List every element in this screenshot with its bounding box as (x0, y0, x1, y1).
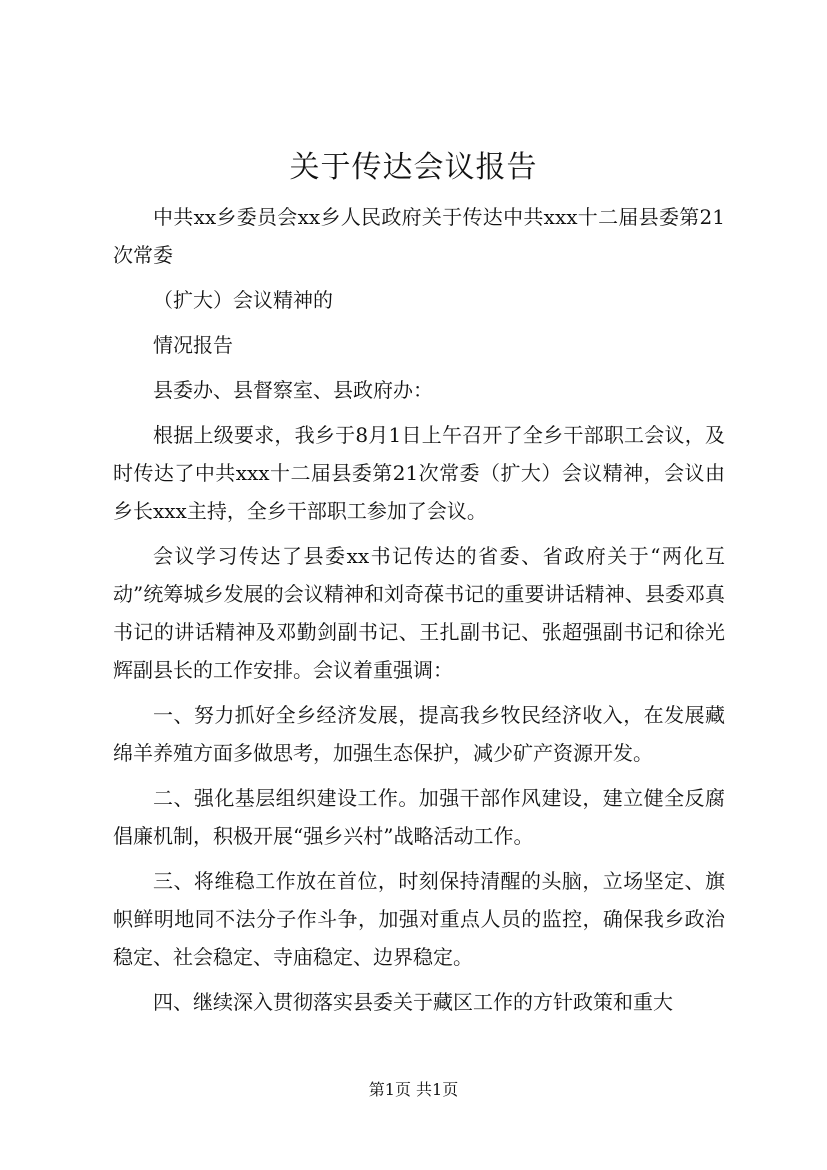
paragraph-heading-line-3: 情况报告 (153, 333, 233, 357)
paragraph-meeting-content: 会议学习传达了县委xx书记传达的省委、省政府关于“两化互动”统筹城乡发展的会议精神和刘奇葆书记的重要讲话精神、县委邓真书记的讲话精神及邓勤剑副书记、王扎副书记、张超强副书记和徐光辉副县长的工作安排。会议着重强调： (113, 544, 725, 682)
paragraph-point-1: 一、努力抓好全乡经济发展，提高我乡牧民经济收入，在发展藏绵羊养殖方面多做思考，加强生态保护，减少矿产资源开发。 (113, 703, 725, 765)
page-footer: 第1页 共1页 (368, 1080, 459, 1099)
paragraph-recipients: 县委办、县督察室、县政府办： (153, 378, 433, 402)
paragraph-point-4: 四、继续深入贯彻落实县委关于藏区工作的方针政策和重大 (153, 990, 673, 1014)
paragraph-meeting-summary: 根据上级要求，我乡于8月1日上午召开了全乡干部职工会议，及时传达了中共xxx十二届县委第21次常委（扩大）会议精神，会议由乡长xxx主持，全乡干部职工参加了会议。 (113, 423, 725, 523)
paragraph-heading-line-2: （扩大）会议精神的 (153, 288, 333, 312)
paragraph-point-3: 三、将维稳工作放在首位，时刻保持清醒的头脑，立场坚定、旗帜鲜明地同不法分子作斗争，加强对重点人员的监控，确保我乡政治稳定、社会稳定、寺庙稳定、边界稳定。 (113, 869, 725, 969)
paragraph-heading-line-1: 中共xx乡委员会xx乡人民政府关于传达中共xxx十二届县委第21次常委 (113, 205, 725, 267)
document-body (113, 198, 725, 1028)
document-title: 关于传达会议报告 (289, 150, 538, 185)
paragraph-point-2: 二、强化基层组织建设工作。加强干部作风建设，建立健全反腐倡廉机制，积极开展“强乡兴村”战略活动工作。 (113, 786, 725, 848)
